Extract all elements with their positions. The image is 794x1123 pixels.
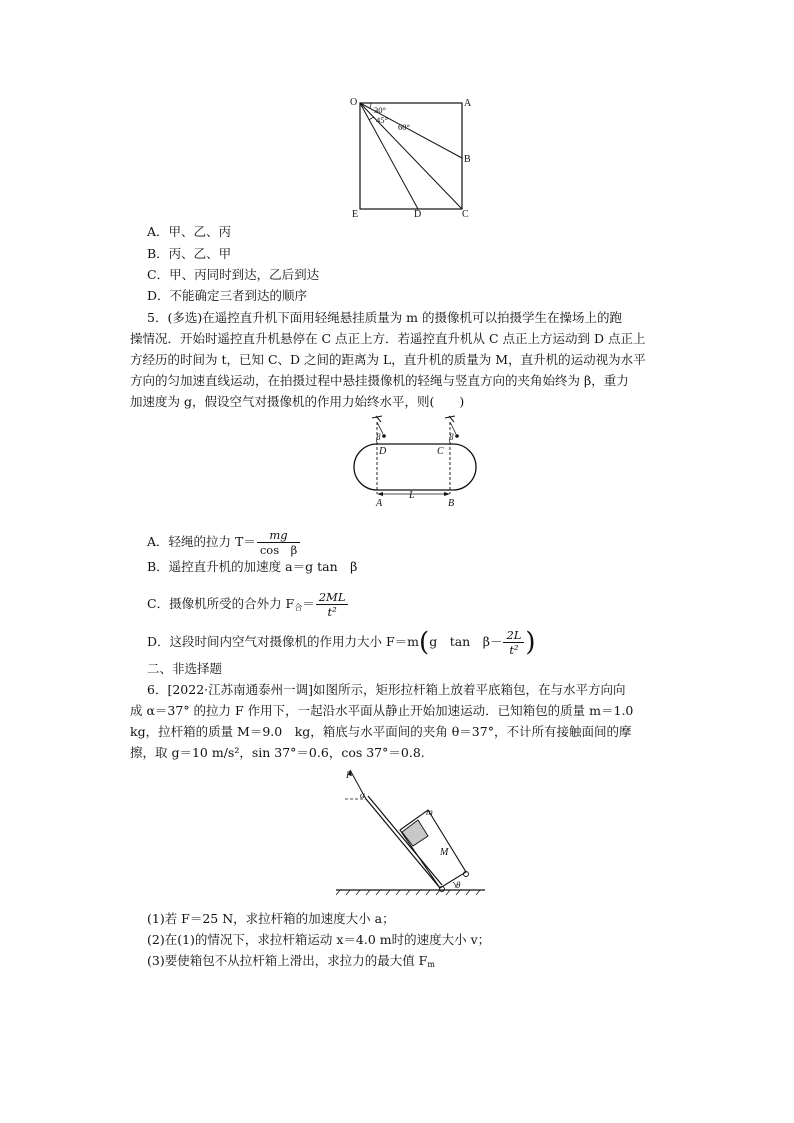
label-C: C <box>462 209 469 220</box>
beta-right: β <box>449 432 454 442</box>
q6-subquestion-3 <box>147 952 435 974</box>
q6-stem-line-3: kg，拉杆箱的质量 M＝9.0 kg，箱底与水平面间的夹角 θ＝37°，不计所有接触面间的摩 <box>130 724 632 739</box>
q5-option-c-eq: ＝ <box>302 596 315 611</box>
section-heading: 二、非选择题 <box>147 661 223 676</box>
fraction-d-num: 2L <box>503 628 524 643</box>
label-A: A <box>376 498 383 509</box>
label-E: E <box>352 209 359 220</box>
label-alpha: α <box>360 790 365 800</box>
q4-option-d: D．不能确定三者到达的顺序 <box>147 288 308 303</box>
fraction-c-den: t² <box>327 605 337 619</box>
q6-subquestion-1: (1)若 F＝25 N，求拉杆箱的加速度大小 a； <box>147 911 395 926</box>
figure-rays-square <box>340 95 480 220</box>
q6-subquestion-2: (2)在(1)的情况下，求拉杆箱运动 x＝4.0 m时的速度大小 v； <box>147 932 491 947</box>
figure-track <box>345 412 485 514</box>
label-D: D <box>414 209 422 220</box>
label-A: A <box>464 98 472 109</box>
figure-trolley <box>330 768 490 898</box>
q5-option-d: D．这段时间内空气对摄像机的作用力大小 F＝m(g tan β－ $\frac{2L}{\text{t²}}$ ) <box>147 627 536 658</box>
label-D: D <box>379 446 387 457</box>
q6-stem-line-2: 成 α＝37° 的拉力 F 作用下，一起沿水平面从静止开始加速运动．已知箱包的质量 m＝1.0 <box>130 703 634 718</box>
fraction-a-num: mg <box>257 528 300 543</box>
label-M: M <box>440 847 449 858</box>
label-F: F <box>346 771 352 781</box>
q4-option-a: A．甲、乙、丙 <box>147 224 232 239</box>
beta-left: β <box>376 432 381 442</box>
q6-stem-line-4: 擦，取 g＝10 m/s²，sin 37°＝0.6，cos 37°＝0.8. <box>130 745 425 760</box>
fraction-a <box>257 528 300 557</box>
angle-30: 30° <box>374 105 386 115</box>
q5-option-c-sub: 合 <box>294 603 303 612</box>
q6-stem-line-1: 6．[2022·江苏南通泰州一调]如图所示，矩形拉杆箱上放着平底箱包，在与水平方向向 <box>147 682 626 697</box>
fraction-a-den: cos β <box>259 543 298 557</box>
q5-stem-line-3: 方经历的时间为 t，已知 C、D 之间的距离为 L，直升机的质量为 M，直升机的运动视为水平 <box>130 352 646 367</box>
fraction-d-den: t² <box>509 643 519 657</box>
q5-option-b: B．遥控直升机的加速度 a＝g tan β <box>147 559 358 574</box>
q4-option-b: B．丙、乙、甲 <box>147 246 232 261</box>
angle-60: 60° <box>398 122 410 132</box>
q5-option-d-mid: g tan β－ <box>429 634 503 649</box>
label-theta: θ <box>456 880 461 890</box>
q4-option-c: C．甲、丙同时到达，乙后到达 <box>147 267 320 282</box>
angle-45: 45° <box>376 115 388 125</box>
q6-subquestion-3-sub: m <box>427 960 435 969</box>
label-B: B <box>464 154 471 165</box>
q5-option-d-prefix: D．这段时间内空气对摄像机的作用力大小 F＝m <box>147 634 420 649</box>
fraction-c-num: 2ML <box>316 590 349 605</box>
q5-option-a <box>147 528 301 557</box>
fraction-c <box>316 590 349 619</box>
q5-stem-line-5: 加速度为 g，假设空气对摄像机的作用力始终水平，则( ) <box>130 394 465 409</box>
q6-subquestion-3-text: (3)要使箱包不从拉杆箱上滑出，求拉力的最大值 F <box>147 953 428 968</box>
q5-stem-line-2: 操情况．开始时遥控直升机悬停在 C 点正上方．若遥控直升机从 C 点正上方运动到 D 点正上 <box>130 331 646 346</box>
q5-option-c <box>147 590 349 619</box>
label-C: C <box>437 446 444 457</box>
label-m: m <box>426 808 433 818</box>
q5-option-c-prefix: C．摄像机所受的合外力 F <box>147 596 295 611</box>
q5-option-a-prefix: A．轻绳的拉力 T＝ <box>147 534 256 549</box>
label-B: B <box>448 498 455 509</box>
label-L: L <box>409 490 415 501</box>
fraction-d <box>503 628 524 657</box>
q5-stem-line-1: 5．(多选)在遥控直升机下面用轻绳悬挂质量为 m 的摄像机可以拍摄学生在操场上的跑 <box>147 310 623 325</box>
q5-stem-line-4: 方向的匀加速直线运动，在拍摄过程中悬挂摄像机的轻绳与竖直方向的夹角始终为 β，重力 <box>130 373 629 388</box>
label-O: O <box>350 97 358 108</box>
